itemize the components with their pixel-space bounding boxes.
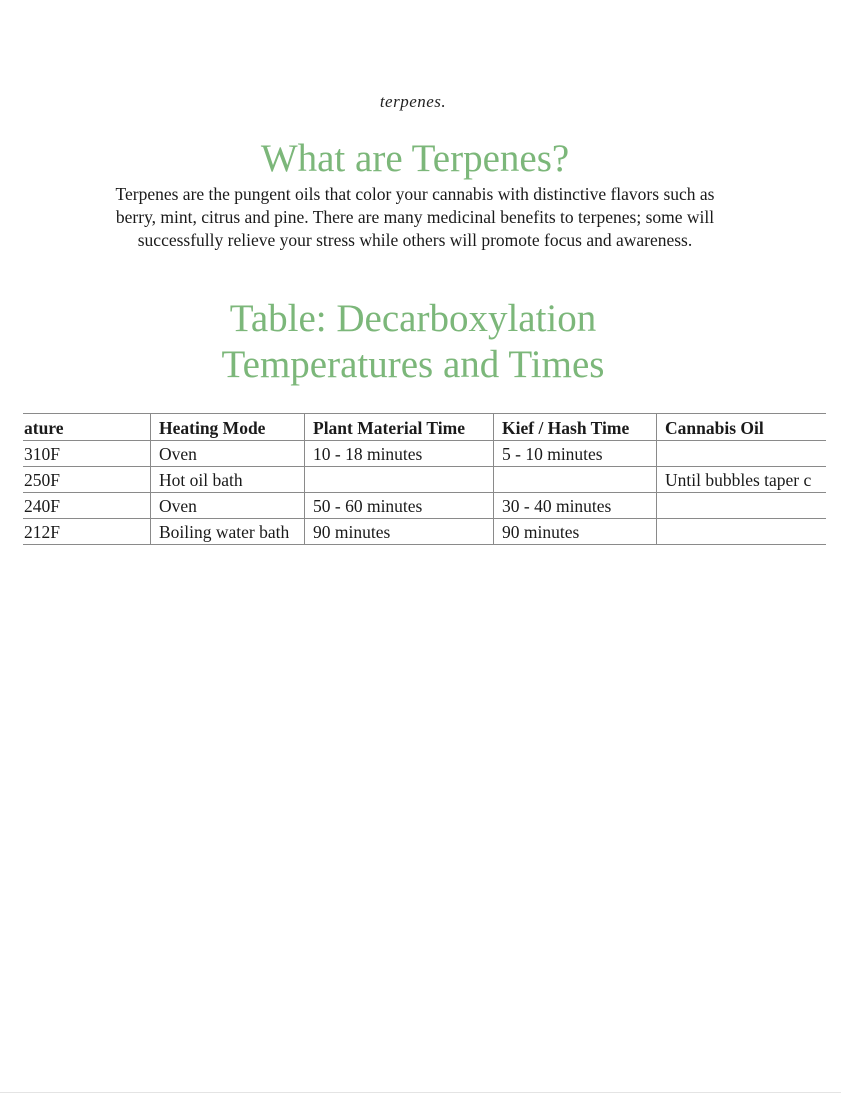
cell-temperature: 240F <box>23 493 151 519</box>
table-row <box>23 493 826 519</box>
cell-heating-mode: Hot oil bath <box>151 467 305 493</box>
cell-kief-hash-time: 30 - 40 minutes <box>494 493 657 519</box>
decarboxylation-table-container <box>23 413 826 545</box>
cell-cannabis-oil: Until bubbles taper c <box>657 467 827 493</box>
header-kief-hash-time: Kief / Hash Time <box>494 414 657 441</box>
cell-heating-mode: Boiling water bath <box>151 519 305 545</box>
cell-plant-material-time: 90 minutes <box>305 519 494 545</box>
cell-cannabis-oil <box>657 519 827 545</box>
terpenes-heading: What are Terpenes? <box>260 137 570 180</box>
page-bottom-edge <box>0 1092 841 1093</box>
header-heating-mode: Heating Mode <box>151 414 305 441</box>
cell-kief-hash-time: 5 - 10 minutes <box>494 441 657 467</box>
cell-cannabis-oil <box>657 493 827 519</box>
table-title-line2: Temperatures and Times <box>221 343 605 386</box>
table-title <box>0 296 826 388</box>
cell-kief-hash-time <box>494 467 657 493</box>
header-temperature: ature <box>23 414 151 441</box>
cell-heating-mode: Oven <box>151 493 305 519</box>
cell-plant-material-time <box>305 467 494 493</box>
cell-plant-material-time: 50 - 60 minutes <box>305 493 494 519</box>
intro-fragment: terpenes. <box>379 92 447 111</box>
cell-plant-material-time: 10 - 18 minutes <box>305 441 494 467</box>
header-plant-material-time: Plant Material Time <box>305 414 494 441</box>
header-cannabis-oil: Cannabis Oil <box>657 414 827 441</box>
table-header-row <box>23 414 826 441</box>
cell-temperature: 310F <box>23 441 151 467</box>
table-row <box>23 441 826 467</box>
cell-kief-hash-time: 90 minutes <box>494 519 657 545</box>
cell-temperature: 250F <box>23 467 151 493</box>
table-row <box>23 467 826 493</box>
terpenes-body: Terpenes are the pungent oils that color your cannabis with distinctive flavors such as berry, mint, citrus and pine. There are many medicinal benefits to terpenes; some will successfully relieve your stress while others will promote focus and awareness. <box>115 184 715 250</box>
cell-heating-mode: Oven <box>151 441 305 467</box>
table-row <box>23 519 826 545</box>
cell-cannabis-oil <box>657 441 827 467</box>
cell-temperature: 212F <box>23 519 151 545</box>
table-title-line1: Table: Decarboxylation <box>229 297 597 340</box>
decarboxylation-table <box>23 413 826 545</box>
